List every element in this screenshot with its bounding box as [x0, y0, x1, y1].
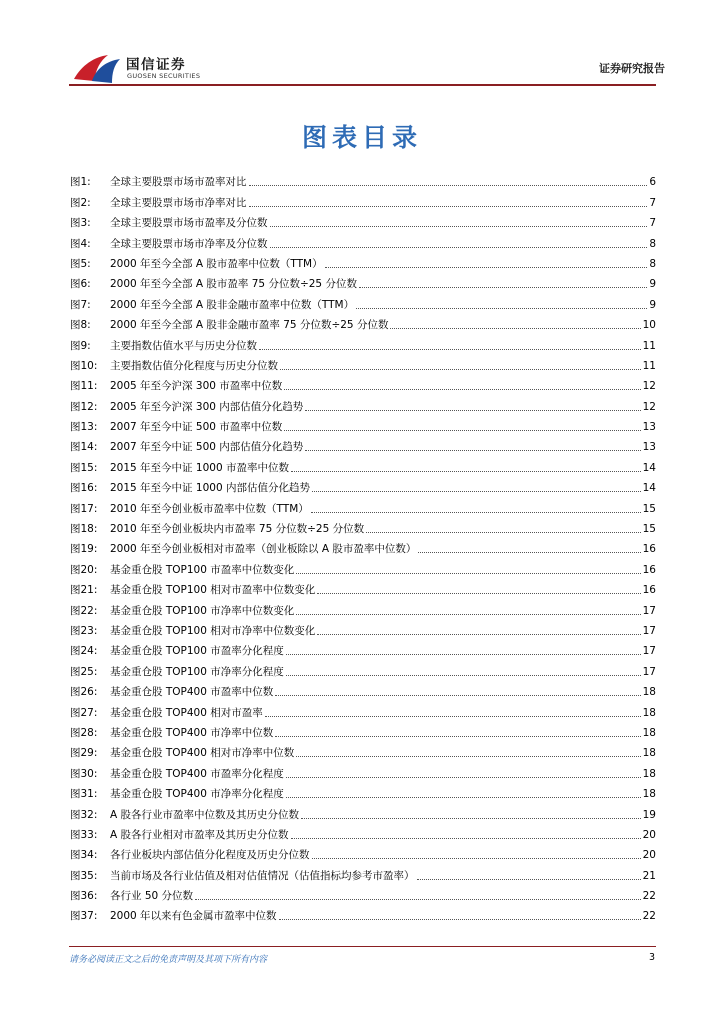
toc-entry[interactable] [70, 495, 656, 515]
toc-dot-leader [312, 491, 641, 492]
toc-entry[interactable] [70, 475, 656, 495]
toc-entry-number: 图19: [70, 543, 98, 556]
toc-entry-page: 12 [642, 380, 656, 393]
toc-entry-number: 图37: [70, 910, 98, 923]
toc-entry[interactable] [70, 169, 656, 189]
toc-entry[interactable] [70, 862, 656, 882]
toc-entry-page: 15 [642, 523, 656, 536]
toc-entry-number: 图29: [70, 747, 98, 760]
toc-entry-page: 11 [642, 359, 656, 372]
toc-entry[interactable] [70, 516, 656, 536]
toc-entry-number: 图28: [70, 726, 98, 739]
toc-entry-page: 16 [642, 584, 656, 597]
toc-entry-page: 10 [642, 319, 656, 332]
toc-entry[interactable] [70, 760, 656, 780]
toc-entry-number: 图9: [70, 339, 91, 352]
toc-entry-title: 基金重仓股 TOP100 相对市盈率中位数变化 [110, 584, 316, 597]
toc-entry[interactable] [70, 679, 656, 699]
toc-entry-title: 各行业板块内部估值分化程度及历史分位数 [110, 849, 310, 862]
toc-entry-title: 2000 年以来有色金属市盈率中位数 [110, 910, 277, 923]
toc-entry-number: 图17: [70, 502, 98, 515]
toc-entry-title: A 股各行业相对市盈率及其历史分位数 [110, 828, 289, 841]
toc-entry-page: 6 [649, 176, 656, 189]
toc-entry-number: 图16: [70, 482, 98, 495]
report-type-label: 证券研究报告 [599, 62, 665, 75]
toc-entry-title: A 股各行业市盈率中位数及其历史分位数 [110, 808, 300, 821]
toc-entry-number: 图33: [70, 828, 98, 841]
toc-dot-leader [312, 858, 641, 859]
toc-entry-title: 2015 年至今中证 1000 市盈率中位数 [110, 461, 289, 474]
toc-entry-page: 18 [642, 747, 656, 760]
toc-entry-number: 图7: [70, 298, 91, 311]
toc-entry-number: 图24: [70, 645, 98, 658]
guosen-logo-icon [72, 51, 122, 85]
toc-entry-title: 2000 年至今全部 A 股非金融市盈率中位数（TTM） [110, 298, 355, 311]
toc-dot-leader [270, 226, 648, 227]
toc-entry-page: 8 [649, 257, 656, 270]
toc-entry[interactable] [70, 312, 656, 332]
toc-entry-title: 当前市场及各行业估值及相对估值情况（估值指标均参考市盈率） [110, 869, 415, 882]
toc-entry-title: 基金重仓股 TOP400 市净率分化程度 [110, 788, 284, 801]
toc-entry-number: 图34: [70, 849, 98, 862]
toc-dot-leader [305, 450, 640, 451]
toc-entry-number: 图3: [70, 217, 91, 230]
toc-entry-title: 2000 年至今全部 A 股市盈率中位数（TTM） [110, 257, 323, 270]
toc-entry[interactable] [70, 842, 656, 862]
toc-entry-number: 图36: [70, 890, 98, 903]
toc-entry-number: 图12: [70, 400, 98, 413]
toc-entry-page: 18 [642, 726, 656, 739]
toc-entry[interactable] [70, 720, 656, 740]
toc-entry-title: 2007 年至今中证 500 内部估值分化趋势 [110, 441, 304, 454]
toc-entry-number: 图4: [70, 237, 91, 250]
footer-divider [69, 946, 656, 947]
toc-entry-page: 20 [642, 828, 656, 841]
toc-entry-title: 2005 年至今沪深 300 内部估值分化趋势 [110, 400, 304, 413]
toc-entry[interactable] [70, 556, 656, 576]
toc-entry-number: 图14: [70, 441, 98, 454]
toc-entry-number: 图15: [70, 461, 98, 474]
toc-dot-leader [311, 512, 641, 513]
toc-dot-leader [390, 328, 640, 329]
toc-entry-title: 2000 年至今全部 A 股市盈率 75 分位数÷25 分位数 [110, 278, 357, 291]
toc-entry-number: 图35: [70, 869, 98, 882]
toc-dot-leader [296, 756, 640, 757]
toc-dot-leader [296, 573, 640, 574]
toc-entry-number: 图8: [70, 319, 91, 332]
toc-entry-page: 22 [642, 890, 656, 903]
toc-entry-number: 图5: [70, 257, 91, 270]
toc-entry-title: 全球主要股票市场市净率及分位数 [110, 237, 268, 250]
toc-dot-leader [284, 389, 640, 390]
toc-dot-leader [280, 369, 641, 370]
toc-entry[interactable] [70, 801, 656, 821]
toc-entry-number: 图21: [70, 584, 98, 597]
toc-dot-leader [317, 593, 640, 594]
toc-entry[interactable] [70, 373, 656, 393]
toc-entry[interactable] [70, 883, 656, 903]
toc-dot-leader [359, 287, 647, 288]
company-name-en: GUOSEN SECURITIES [127, 72, 201, 80]
toc-entry-number: 图18: [70, 523, 98, 536]
toc-entry-title: 基金重仓股 TOP400 相对市净率中位数 [110, 747, 295, 760]
footer-disclaimer: 请务必阅读正文之后的免责声明及其项下所有内容 [69, 955, 268, 965]
toc-entry-title: 主要指数估值水平与历史分位数 [110, 339, 257, 352]
toc-entry[interactable] [70, 597, 656, 617]
header-divider [69, 84, 656, 86]
toc-dot-leader [286, 675, 641, 676]
toc-entry-page: 18 [642, 767, 656, 780]
toc-dot-leader [284, 430, 640, 431]
toc-dot-leader [356, 308, 647, 309]
toc-entry-title: 基金重仓股 TOP100 相对市净率中位数变化 [110, 624, 316, 637]
toc-entry[interactable] [70, 903, 656, 923]
toc-entry-title: 基金重仓股 TOP100 市净率分化程度 [110, 665, 284, 678]
toc-entry-number: 图27: [70, 706, 98, 719]
toc-entry-number: 图23: [70, 624, 98, 637]
company-name-cn: 国信证券 [126, 57, 186, 73]
toc-entry-page: 17 [642, 624, 656, 637]
toc-entry[interactable] [70, 638, 656, 658]
toc-entry-page: 9 [649, 298, 656, 311]
toc-entry[interactable] [70, 251, 656, 271]
toc-entry-title: 全球主要股票市场市盈率对比 [110, 176, 247, 189]
toc-entry-number: 图10: [70, 359, 98, 372]
toc-entry-page: 16 [642, 543, 656, 556]
toc-entry-page: 13 [642, 421, 656, 434]
toc-entry-title: 基金重仓股 TOP400 市盈率分化程度 [110, 767, 284, 780]
toc-dot-leader [259, 349, 641, 350]
toc-dot-leader [296, 614, 640, 615]
toc-entry-number: 图13: [70, 421, 98, 434]
toc-entry-page: 18 [642, 788, 656, 801]
toc-entry-page: 17 [642, 604, 656, 617]
toc-entry-title: 主要指数估值分化程度与历史分位数 [110, 359, 278, 372]
toc-dot-leader [291, 471, 641, 472]
toc-entry[interactable] [70, 189, 656, 209]
toc-dot-leader [417, 879, 641, 880]
toc-entry[interactable] [70, 271, 656, 291]
toc-entry-number: 图25: [70, 665, 98, 678]
toc-dot-leader [325, 267, 648, 268]
toc-entry[interactable] [70, 577, 656, 597]
toc-entry-title: 全球主要股票市场市盈率及分位数 [110, 217, 268, 230]
toc-entry[interactable] [70, 434, 656, 454]
toc-entry-page: 21 [642, 869, 656, 882]
toc-dot-leader [301, 818, 641, 819]
toc-entry-page: 15 [642, 502, 656, 515]
toc-dot-leader [286, 654, 641, 655]
toc-entry-title: 基金重仓股 TOP400 相对市盈率 [110, 706, 263, 719]
toc-entry-page: 7 [649, 196, 656, 209]
toc-dot-leader [418, 552, 640, 553]
toc-dot-leader [286, 797, 641, 798]
toc-entry[interactable] [70, 210, 656, 230]
toc-entry-page: 17 [642, 645, 656, 658]
toc-dot-leader [305, 410, 640, 411]
toc-dot-leader [291, 838, 641, 839]
toc-entry-title: 2000 年至今全部 A 股非金融市盈率 75 分位数÷25 分位数 [110, 319, 389, 332]
toc-entry-number: 图22: [70, 604, 98, 617]
toc-dot-leader [275, 695, 640, 696]
toc-entry-page: 18 [642, 686, 656, 699]
toc-entry-number: 图30: [70, 767, 98, 780]
toc-entry[interactable] [70, 740, 656, 760]
toc-dot-leader [270, 247, 648, 248]
table-of-figures [70, 169, 656, 923]
toc-dot-leader [286, 777, 641, 778]
toc-entry-page: 20 [642, 849, 656, 862]
toc-entry[interactable] [70, 353, 656, 373]
toc-entry[interactable] [70, 618, 656, 638]
toc-entry-page: 11 [642, 339, 656, 352]
toc-entry-page: 19 [642, 808, 656, 821]
toc-entry[interactable] [70, 230, 656, 250]
toc-entry-title: 2000 年至今创业板相对市盈率（创业板除以 A 股市盈率中位数） [110, 543, 417, 556]
toc-entry-page: 12 [642, 400, 656, 413]
toc-entry-page: 14 [642, 461, 656, 474]
toc-entry-title: 各行业 50 分位数 [110, 890, 194, 903]
toc-entry-page: 8 [649, 237, 656, 250]
toc-entry-title: 基金重仓股 TOP100 市净率中位数变化 [110, 604, 295, 617]
toc-dot-leader [366, 532, 641, 533]
toc-entry-page: 9 [649, 278, 656, 291]
toc-entry-page: 16 [642, 563, 656, 576]
toc-entry-title: 基金重仓股 TOP400 市盈率中位数 [110, 686, 274, 699]
toc-entry[interactable] [70, 332, 656, 352]
toc-dot-leader [265, 716, 641, 717]
toc-entry[interactable] [70, 291, 656, 311]
toc-entry-title: 2010 年至今创业板块内市盈率 75 分位数÷25 分位数 [110, 523, 365, 536]
page-title: 图表目录 [301, 123, 422, 152]
toc-entry[interactable] [70, 699, 656, 719]
toc-entry-title: 基金重仓股 TOP100 市盈率中位数变化 [110, 563, 295, 576]
page-number: 3 [648, 952, 655, 963]
toc-entry-number: 图6: [70, 278, 91, 291]
toc-entry-page: 7 [649, 217, 656, 230]
toc-entry[interactable] [70, 454, 656, 474]
toc-entry-number: 图2: [70, 196, 91, 209]
toc-entry-title: 2015 年至今中证 1000 内部估值分化趋势 [110, 482, 310, 495]
toc-entry-title: 基金重仓股 TOP400 市净率中位数 [110, 726, 274, 739]
toc-entry-title: 基金重仓股 TOP100 市盈率分化程度 [110, 645, 284, 658]
toc-entry[interactable] [70, 658, 656, 678]
toc-entry-title: 全球主要股票市场市净率对比 [110, 196, 247, 209]
page-header [0, 0, 724, 90]
toc-entry[interactable] [70, 393, 656, 413]
toc-entry-page: 17 [642, 665, 656, 678]
toc-entry-number: 图1: [70, 176, 91, 189]
toc-entry-title: 2007 年至今中证 500 市盈率中位数 [110, 421, 283, 434]
toc-entry-number: 图32: [70, 808, 98, 821]
toc-dot-leader [249, 185, 648, 186]
toc-entry-number: 图26: [70, 686, 98, 699]
toc-entry[interactable] [70, 822, 656, 842]
toc-entry-number: 图20: [70, 563, 98, 576]
toc-dot-leader [275, 736, 640, 737]
toc-dot-leader [317, 634, 640, 635]
toc-entry-page: 14 [642, 482, 656, 495]
toc-entry-number: 图11: [70, 380, 98, 393]
toc-entry[interactable] [70, 414, 656, 434]
toc-dot-leader [279, 919, 641, 920]
toc-entry-page: 18 [642, 706, 656, 719]
toc-entry[interactable] [70, 536, 656, 556]
toc-dot-leader [249, 206, 648, 207]
toc-entry-page: 22 [642, 910, 656, 923]
toc-entry-title: 2010 年至今创业板市盈率中位数（TTM） [110, 502, 309, 515]
toc-entry-page: 13 [642, 441, 656, 454]
toc-dot-leader [195, 899, 641, 900]
toc-entry-title: 2005 年至今沪深 300 市盈率中位数 [110, 380, 283, 393]
toc-entry-number: 图31: [70, 788, 98, 801]
toc-entry[interactable] [70, 781, 656, 801]
